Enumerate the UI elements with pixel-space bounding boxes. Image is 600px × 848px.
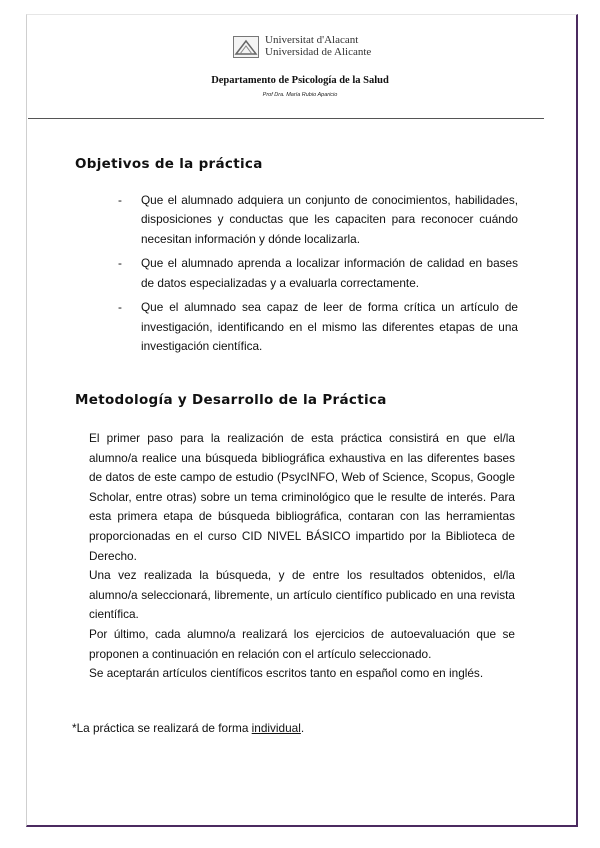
objective-item — [118, 298, 518, 356]
bullet-dash: - — [118, 193, 122, 207]
objectives-heading: Objetivos de la práctica — [75, 156, 263, 172]
university-name-valencian: Universitat d'Alacant — [265, 34, 359, 46]
objective-text: Que el alumnado aprenda a localizar información de calidad en bases de datos especializadas y a evaluarla correctamente. — [141, 256, 518, 290]
methodology-body — [89, 429, 515, 684]
university-emblem-icon — [233, 36, 259, 58]
header-divider — [28, 118, 544, 119]
bullet-dash: - — [118, 256, 122, 271]
objective-text: Que el alumnado adquiera un conjunto de conocimientos, habilidades, disposiciones y conductas que les capaciten para reconocer cuándo necesitan información y dónde localizarla. — [141, 193, 518, 246]
objective-text: Que el alumnado sea capaz de leer de forma crítica un artículo de investigación, identificando en el mismo las diferentes etapas de una investigación científica. — [141, 300, 518, 354]
methodology-paragraph: Una vez realizada la búsqueda, y de entre los resultados obtenidos, el/la alumno/a seleccionará, libremente, un artículo científico publicado en una revista científica. — [89, 568, 515, 622]
methodology-paragraph: Se aceptarán artículos científicos escritos tanto en español como en inglés. — [89, 666, 484, 681]
university-logo — [233, 34, 371, 58]
methodology-paragraph: Por último, cada alumno/a realizará los ejercicios de autoevaluación que se proponen a continuación en relación con el artículo seleccionado. — [89, 626, 515, 661]
footnote-emphasis: individual — [251, 721, 301, 735]
bullet-dash: - — [118, 300, 122, 315]
objectives-list — [118, 191, 518, 362]
objective-item — [118, 254, 518, 293]
footnote — [72, 721, 304, 735]
methodology-paragraph: El primer paso para la realización de esta práctica consistirá en que el/la alumno/a realice una búsqueda bibliográfica exhaustiva en las diferentes bases de datos de este campo de estudio (PsycINFO, Web of Science, Scopus, Google Scholar, entre otras) sobre un tema criminológico que le resulte de interés. Para esta primera etapa de búsqueda bibliográfica, contaran con las herramientas proporcionadas en el curso CID NIVEL BÁSICO impartido por la Biblioteca de Derecho. — [89, 431, 515, 563]
department-name: Departamento de Psicología de la Salud — [211, 75, 389, 86]
footnote-suffix: . — [300, 721, 305, 735]
footnote-prefix: *La práctica se realizará de forma — [72, 721, 252, 735]
professor-name: Prof Dra. María Rubio Aparicio — [262, 92, 338, 98]
university-name-spanish: Universidad de Alicante — [265, 46, 372, 58]
page-frame — [26, 14, 578, 827]
methodology-heading: Metodología y Desarrollo de la Práctica — [75, 392, 387, 408]
objective-item — [118, 191, 518, 249]
